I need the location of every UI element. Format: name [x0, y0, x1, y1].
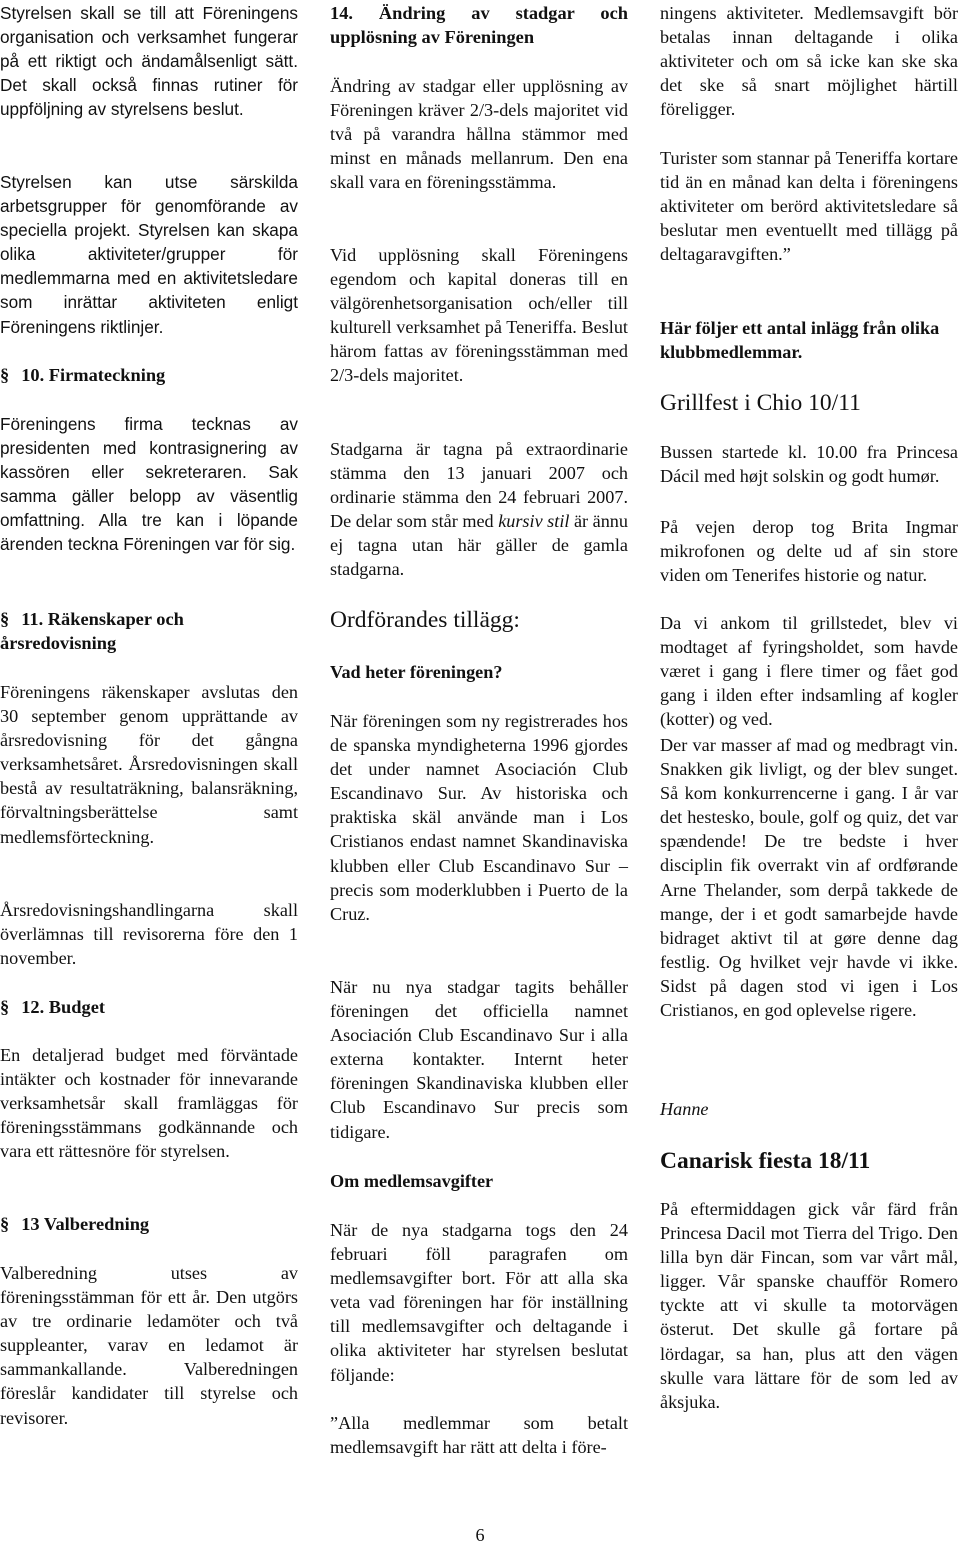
paragraph-eftermiddagen: På eftermiddagen gick vår färd från Princesa Dacil mot Tierra del Trigo. Den lilla byn där Fincan, som var vårt mål, ligger. Vår spanske chaufför Romero tyckte att vi skulle ta motorvägen österut. Det skulle gå fortare på lördagar, sa han, plus att den vägen skulle vara lättare för de som led av åksjuka. — [660, 1199, 958, 1412]
paragraph-foreningens-namn: När föreningen som ny registrerades hos de spanska myndigheterna 1996 gjordes det under namnet Asociación Club Escandinavo Sur. Av historiska och praktiska skäl använde man i Los Cristianos endast namnet Skandinaviska klubben eller Club Escandinavo Sur – precis som moderklubben i Puerto de la Cruz. — [330, 711, 628, 924]
paragraph-turister: Turister som stannar på Teneriffa kortare tid än en månad kan delta i föreningens aktiviteter om berörd aktivitetsledare så beslutar men eventuellt med tillägg på deltagaravgiften.” — [660, 148, 958, 265]
section-symbol: § — [0, 365, 10, 385]
paragraph-styrelsen-arbetsgrupper: Styrelsen kan utse särskilda arbetsgrupper för genomförande av speciella projekt. Styrelsen kan skapa olika aktiviteter/grupper för medlemmarna med en aktivitetsledare som inrättar aktiviteten enligt Föreningens riktlinjer. — [0, 172, 298, 337]
section-title: 11. Räkenskaper och årsredovisning — [0, 609, 184, 654]
section-heading-12 — [0, 995, 298, 1019]
section-title: 12. Budget — [21, 997, 105, 1017]
section-title: 10. Firmateckning — [21, 365, 166, 385]
paragraph-quote-continuation: ningens aktiviteter. Medlemsavgift bör betalas innan deltagande i olika aktiviteter och om så icke kan ske ska det ske så snart möjlighet härtill föreligger. — [660, 3, 958, 120]
heading-ordforandes-tillagg: Ordförandes tillägg: — [330, 607, 520, 633]
heading-canarisk-fiesta: Canarisk fiesta 18/11 — [660, 1148, 871, 1174]
paragraph-rakenskaper: Föreningens räkenskaper avslutas den 30 september genom upprättande av årsredovisning för det gångna verksamhetsåret. Årsredovisningen skall bestå av resultaträkning, balansräkning, förvaltningsberättelse samt medlemsförteckning. — [0, 682, 298, 847]
section-heading-11 — [0, 607, 298, 655]
paragraph-grillstedet: Da vi ankom til grillstedet, blev vi modtaget af fyringsholdet, som havde været i gang i flere timer og fået god gang i ilden efter indsamling af kogler (kotter) og ved. — [660, 613, 958, 730]
subheading-inlagg: Här följer ett antal inlägg från olika klubbmedlemmar. — [660, 318, 940, 363]
paragraph-stadgarna-tagna — [330, 437, 628, 582]
paragraph-upplosning: Vid upplösning skall Föreningens egendom och kapital doneras till en välgörenhetsorganisation och/eller till kulturell verksamhet på Teneriffa. Beslut härom fattas av föreningsstämman med 2/3-dels majoritet. — [330, 245, 628, 386]
section-heading-10 — [0, 363, 298, 387]
paragraph-firmateckning: Föreningens firma tecknas av presidenten med kontrasignering av kassören eller sekreteraren. Sak samma gäller belopp av väsentlig omfattning. Alla tre kan i löpande ärenden teckna Föreningen var för sig. — [0, 414, 298, 555]
section-symbol: § — [0, 609, 10, 629]
text-run: Stadgarna är tagna på extraordinarie stämma den 13 januari 2007 och ordinarie stämma den 24 februari 2007. De delar som står med — [330, 439, 628, 532]
section-heading-14: 14. Ändring av stadgar och upplösning av Föreningen — [330, 3, 628, 48]
paragraph-quote-start: ”Alla medlemmar som betalt medlemsavgift har rätt att delta i före- — [330, 1413, 628, 1458]
section-symbol: § — [0, 1214, 10, 1234]
paragraph-valberedning: Valberedning utses av föreningsstämman för ett år. Den utgörs av tre ordinarie ledamöter och två suppleanter, varav en ledamot är sammankallande. Valberedningen föreslår kandidater till styrelse och revisorer. — [0, 1263, 298, 1428]
subheading-om-medlemsavgifter: Om medlemsavgifter — [330, 1171, 494, 1191]
section-heading-13 — [0, 1212, 298, 1236]
signature-text: Hanne — [660, 1099, 709, 1119]
paragraph-budget: En detaljerad budget med förväntade intäkter och kostnader för innevarande verksamhetsår skall framläggas för föreningsstämmans godkännande och vara ett rättesnöre för styrelsen. — [0, 1045, 298, 1162]
paragraph-masser-af-mad: Der var masser af mad og medbragt vin. Snakken gik livligt, og der blev sunget. Så kom konkurrencerne i gang. I år var det hestesko, boule, golf og quiz, det var spændende! De tre bedste i hver disciplin fik overrakt vin af ordførande Arne Thelander, som derpå takkede de mange, der i et godt samarbejde havde bidraget aktivt til at gøre denne dag festlig. Og hvilket vejr havde vi ikke. Sidst på dagen stod vi igen i Los Cristianos, en god oplevelse rigere. — [660, 735, 958, 1021]
section-symbol: § — [0, 997, 10, 1017]
subheading-vad-heter-foreningen: Vad heter föreningen? — [330, 662, 503, 682]
page-number: 6 — [475, 1525, 485, 1545]
paragraph-officiella-namnet: När nu nya stadgar tagits behåller föreningen det officiella namnet Asociación Club Escandinavo Sur i alla externa kontakter. Internt heter föreningen Skandinaviska klubben eller Club Escandinavo Sur precis som tidigare. — [330, 977, 628, 1142]
paragraph-arsredovisningshandlingar: Årsredovisningshandlingarna skall överlämnas till revisorerna före den 1 november. — [0, 900, 298, 969]
section-title: 13 Valberedning — [21, 1214, 150, 1234]
text-run: är ännu ej tagna utan här gäller de gamla stadgarna. — [330, 511, 628, 580]
paragraph-pa-vejen: På vejen derop tog Brita Ingmar mikrofonen og delte ud af sin store viden om Tenerifes historie og natur. — [660, 517, 958, 586]
signature-hanne — [660, 1097, 958, 1121]
heading-grillfest: Grillfest i Chio 10/11 — [660, 390, 861, 416]
paragraph-medlemsavgifter: När de nya stadgarna togs den 24 februari föll paragrafen om medlemsavgifter bort. För att alla ska veta vad föreningen har för inställning till medlemsavgifter och deltagande i olika aktiviteter har styrelsen beslutat följande: — [330, 1220, 628, 1385]
paragraph-styrelsen-organisation: Styrelsen skall se till att Föreningens organisation och verksamhet fungerar på ett riktigt och ändamålsenligt sätt. Det skall också finnas rutiner för uppföljning av styrelsens beslut. — [0, 3, 298, 120]
paragraph-bussen: Bussen startede kl. 10.00 fra Princesa Dácil med højt solskin og godt humør. — [660, 442, 958, 487]
paragraph-andring-stadgar: Ändring av stadgar eller upplösning av Föreningen kräver 2/3-dels majoritet vid två på varandra hållna stämmor med minst en månads mellanrum. Den ena skall vara en föreningsstämma. — [330, 76, 628, 193]
italic-text: kursiv stil — [498, 511, 570, 532]
